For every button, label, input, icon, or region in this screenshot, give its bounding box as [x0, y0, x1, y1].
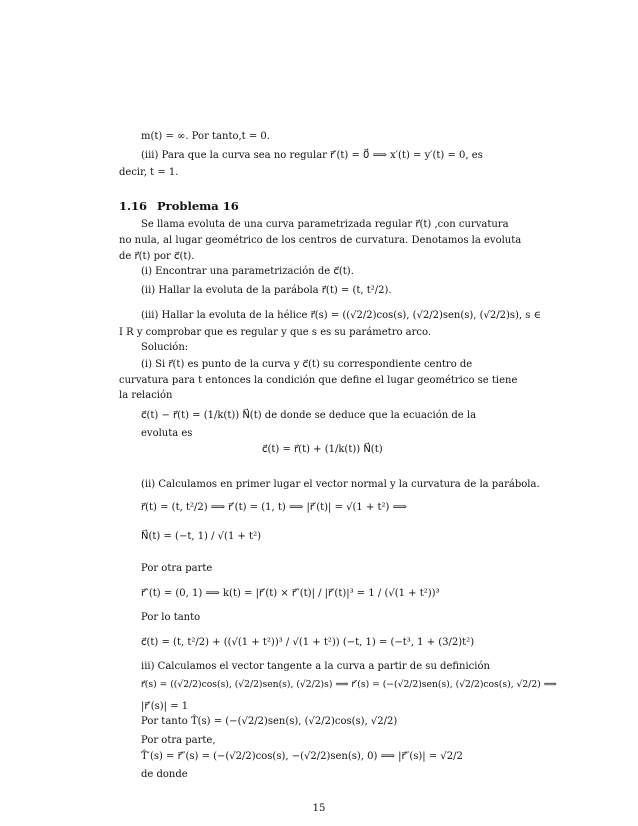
equation-line: T̂′(s) = r⃗″(s) = (−(√2/2)cos(s), −(√2/2)sen(s), 0) ⟹ |r⃗″(s)| = √2/2	[141, 751, 463, 762]
text-line: la relación	[119, 390, 173, 401]
text-line: I R y comprobar que es regular y que s es su parámetro arco.	[119, 327, 432, 338]
text-line: (iii) Para que la curva sea no regular r⃗′(t) = 0⃗ ⟹ x′(t) = y′(t) = 0, es	[141, 150, 483, 161]
text-line: Por lo tanto	[141, 612, 201, 623]
text-line: m(t) = ∞. Por tanto,t = 0.	[141, 131, 270, 142]
text-line: de donde	[141, 769, 188, 780]
section-number: 1.16	[119, 199, 148, 213]
equation-line: Por tanto T̂(s) = (−(√2/2)sen(s), (√2/2)cos(s), √2/2)	[141, 716, 398, 727]
text-line: Por otra parte	[141, 563, 213, 574]
equation-line: r⃗(s) = ((√2/2)cos(s), (√2/2)sen(s), (√2/2)s) ⟹ r⃗′(s) = (−(√2/2)sen(s), (√2/2)cos(s), √2/2) ⟹	[141, 679, 557, 690]
equation-display: c⃗(t) = r⃗(t) + (1/k(t)) N⃗(t)	[262, 444, 383, 455]
text-line: (ii) Calculamos en primer lugar el vector normal y la curvatura de la parábola.	[141, 479, 540, 490]
text-line: iii) Calculamos el vector tangente a la curva a partir de su definición	[141, 661, 490, 672]
text-line: (ii) Hallar la evoluta de la parábola r⃗(t) = (t, t²/2).	[141, 285, 392, 296]
equation-line: |r⃗′(s)| = 1	[141, 701, 189, 712]
text-line: (iii) Hallar la evoluta de la hélice r⃗(s) = ((√2/2)cos(s), (√2/2)sen(s), (√2/2)s), s ∈	[141, 310, 542, 321]
text-line: evoluta es	[141, 428, 193, 439]
text-line: de r⃗(t) por c⃗(t).	[119, 251, 195, 262]
text-line: no nula, al lugar geométrico de los centros de curvatura. Denotamos la evoluta	[119, 235, 522, 246]
equation-line: c⃗(t) − r⃗(t) = (1/k(t)) N⃗(t) de donde se deduce que la ecuación de la	[141, 410, 477, 421]
equation-line: r⃗″(t) = (0, 1) ⟹ k(t) = |r⃗′(t) × r⃗″(t)| / |r⃗′(t)|³ = 1 / (√(1 + t²))³	[141, 588, 440, 599]
equation-line: N⃗(t) = (−t, 1) / √(1 + t²)	[141, 531, 261, 542]
text-line: Solución:	[141, 342, 189, 353]
equation-line: r⃗(t) = (t, t²/2) ⟹ r⃗′(t) = (1, t) ⟹ |r⃗′(t)| = √(1 + t²) ⟹	[141, 502, 407, 513]
page-number: 15	[312, 803, 326, 814]
section-title: Problema 16	[157, 199, 239, 213]
section-heading	[119, 199, 239, 213]
text-line: (i) Encontrar una parametrización de c⃗(t).	[141, 266, 354, 277]
text-line: (i) Si r⃗(t) es punto de la curva y c⃗(t) su correspondiente centro de	[141, 359, 473, 370]
text-line: curvatura para t entonces la condición que define el lugar geométrico se tiene	[119, 375, 518, 386]
text-line: Se llama evoluta de una curva parametrizada regular r⃗(t) ,con curvatura	[141, 219, 509, 230]
text-line: decir, t = 1.	[119, 167, 179, 178]
equation-line: c⃗(t) = (t, t²/2) + ((√(1 + t²))³ / √(1 + t²)) (−t, 1) = (−t³, 1 + (3/2)t²)	[141, 637, 475, 648]
text-line: Por otra parte,	[141, 735, 216, 746]
